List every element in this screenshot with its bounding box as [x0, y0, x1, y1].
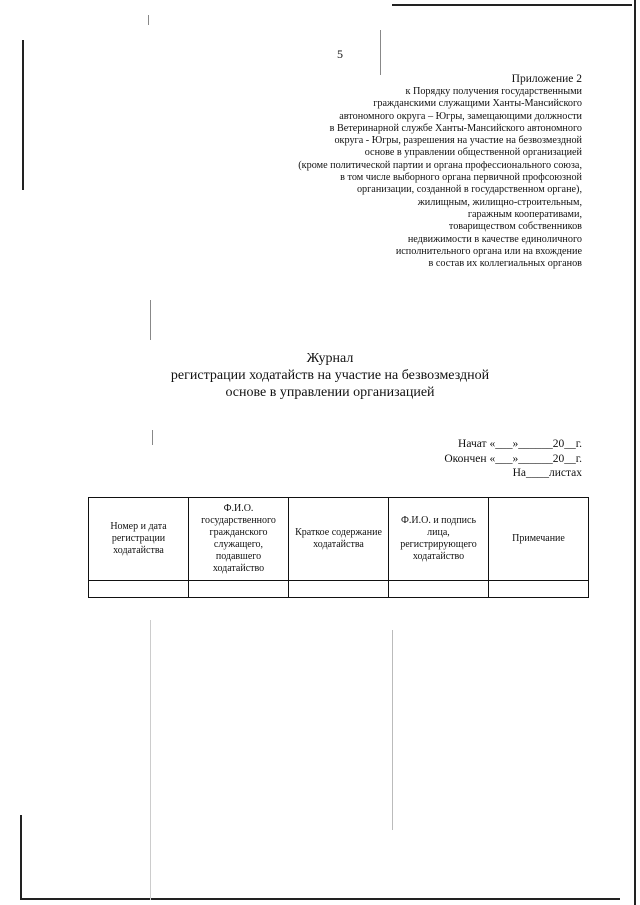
sheet-count: На____листах: [512, 467, 582, 479]
table-cell: [189, 581, 289, 598]
scan-mark-middle: [392, 630, 393, 830]
title-heading: Журнал: [306, 351, 354, 366]
column-header-employee-name: Ф.И.О. государственного гражданского служащего, подавшего ходатайство: [189, 498, 289, 581]
scan-mark-center: [380, 30, 381, 75]
column-header-summary: Краткое содержание ходатайства: [289, 498, 389, 581]
annex-line: (кроме политической партии и органа профессионального союза,: [298, 159, 582, 171]
table-cell: [489, 581, 589, 598]
table-cell: [89, 581, 189, 598]
scan-border-bottom: [20, 898, 620, 900]
annex-line: округа - Югры, разрешения на участие на безвозмездной: [334, 135, 582, 147]
title-subheading: регистрации ходатайств на участие на безвозмездной: [170, 368, 490, 383]
scan-mark-left-c: [152, 430, 153, 445]
annex-line: в том числе выборного органа первичной профсоюзной: [340, 172, 582, 184]
table-header-row: [89, 498, 589, 581]
annex-line: исполнительного органа или на вхождение: [395, 245, 582, 257]
annex-line: основе в управлении общественной организацией: [364, 147, 582, 159]
journal-title: [0, 350, 640, 401]
started-date: Начат «___»______20__г.: [458, 438, 582, 450]
scan-mark-left-a: [148, 15, 149, 25]
column-header-registrar: Ф.И.О. и подпись лица, регистрирующего ходатайство: [389, 498, 489, 581]
finished-date: Окончен «___»______20__г.: [444, 452, 582, 465]
column-header-note: Примечание: [489, 498, 589, 581]
scan-mark-left-b: [150, 300, 151, 340]
annex-line: гражданскими служащими Ханты-Мансийского: [373, 98, 582, 110]
column-header-number-date: Номер и дата регистрации ходатайства: [89, 498, 189, 581]
scan-mark-left-d: [150, 620, 151, 900]
scan-border-top: [392, 4, 632, 6]
registration-table: [88, 497, 589, 598]
annex-line: организации, созданной в государственном органе),: [356, 184, 582, 196]
scan-border-left-bottom: [20, 815, 22, 900]
page-number: 5: [337, 47, 343, 61]
date-block: [342, 437, 582, 481]
annex-line: к Порядку получения государственными: [405, 86, 582, 97]
scan-border-left-top: [22, 40, 24, 190]
annex-line: автономного округа – Югры, замещающими должности: [339, 110, 582, 122]
table-row: [89, 581, 589, 598]
annex-line: товариществом собственников: [448, 221, 582, 233]
title-subheading-2: основе в управлении организацией: [225, 385, 435, 400]
table-cell: [289, 581, 389, 598]
annex-line: недвижимости в качестве единоличного: [407, 233, 582, 245]
scan-border-right: [634, 0, 636, 905]
annex-line: жилищным, жилищно-строительным,: [417, 196, 582, 208]
table-cell: [389, 581, 489, 598]
annex-title: Приложение 2: [511, 73, 582, 85]
annex-line: в состав их коллегиальных органов: [428, 258, 582, 270]
annex-line: в Ветеринарной службе Ханты-Мансийского автономного: [329, 122, 582, 134]
annex-block: [202, 72, 582, 270]
annex-line: гаражным кооперативами,: [467, 208, 582, 220]
